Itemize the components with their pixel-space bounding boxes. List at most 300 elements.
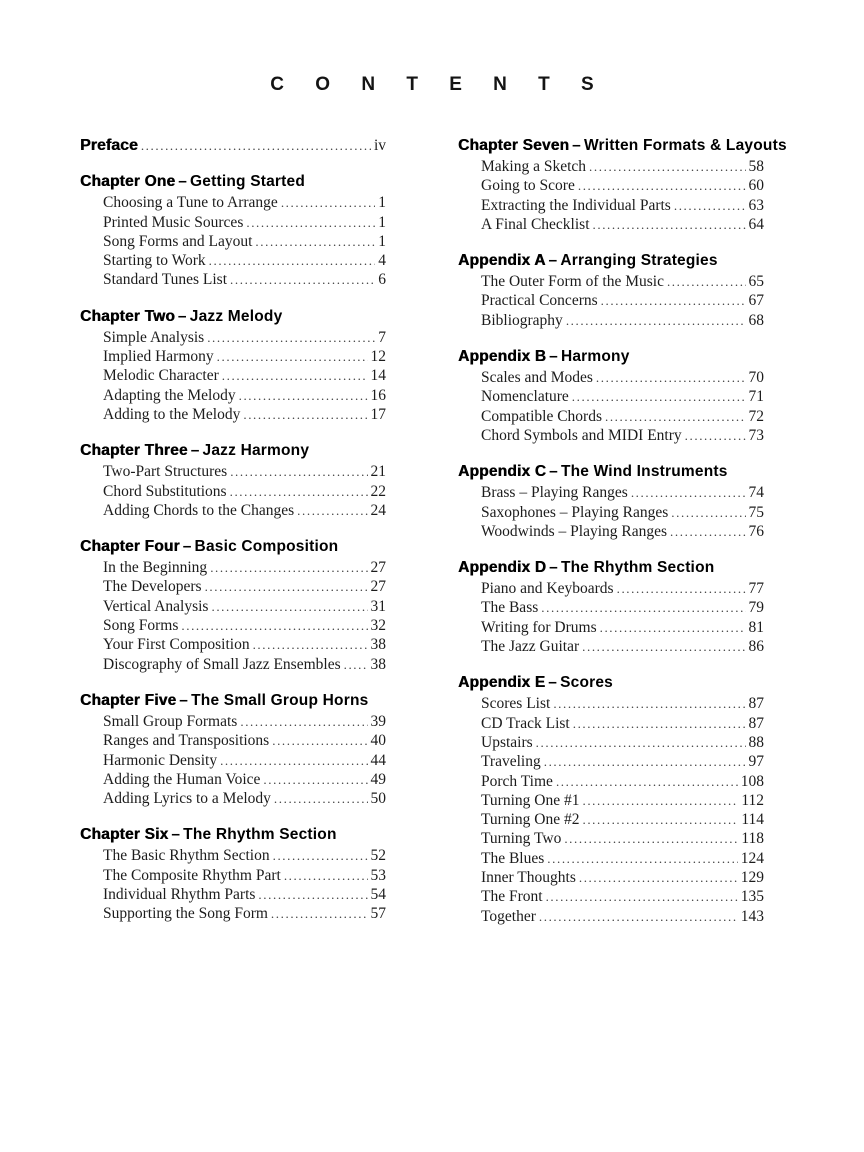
entry-label: Adding the Human Voice	[103, 770, 261, 788]
toc-entry	[80, 558, 386, 577]
toc-section	[80, 691, 386, 808]
toc-section	[80, 825, 386, 923]
entry-page-number: 38	[370, 636, 386, 654]
dot-leader	[593, 215, 746, 234]
entry-page-number: 21	[370, 463, 386, 481]
toc-entry	[80, 347, 386, 366]
entry-page-number: 39	[370, 712, 386, 730]
toc-entry	[458, 637, 764, 656]
toc-entry	[458, 291, 764, 310]
dot-leader	[667, 272, 746, 291]
section-heading-name: Appendix B	[458, 348, 547, 366]
section-heading-subtitle: Jazz Melody	[189, 307, 283, 325]
entry-page-number: 112	[741, 791, 764, 809]
entry-label: Going to Score	[481, 177, 575, 195]
entry-page-number: 71	[748, 388, 764, 406]
section-heading-separator: –	[549, 463, 558, 481]
toc-entry	[458, 810, 764, 829]
toc-entry	[80, 597, 386, 616]
toc-entry	[80, 904, 386, 923]
toc-entry	[80, 501, 386, 520]
toc-section	[80, 172, 386, 289]
toc-entry	[80, 751, 386, 770]
entry-page-number: 1	[378, 232, 386, 250]
entry-page-number: iv	[373, 137, 386, 154]
entry-label: Your First Composition	[103, 636, 250, 654]
entry-page-number: 77	[748, 580, 764, 598]
section-heading-separator: –	[548, 674, 558, 692]
section-heading-subtitle: Jazz Harmony	[202, 442, 310, 460]
entry-page-number: 86	[748, 638, 764, 656]
entry-label: Small Group Formats	[103, 712, 238, 730]
entry-label: Harmonic Density	[103, 751, 218, 769]
dot-leader	[671, 503, 745, 522]
entry-page-number: 24	[370, 501, 386, 519]
toc-section	[80, 537, 386, 674]
entry-page-number: 67	[748, 292, 764, 310]
dot-leader	[273, 846, 368, 865]
entry-label: Compatible Chords	[481, 407, 602, 425]
entry-label: Scales and Modes	[481, 369, 593, 387]
toc-entry	[80, 866, 386, 885]
toc-entry	[458, 598, 764, 617]
toc-section	[458, 558, 764, 656]
dot-leader	[566, 311, 746, 330]
entry-label: Vertical Analysis	[103, 597, 209, 615]
toc-entry	[458, 407, 764, 426]
toc-columns	[80, 136, 864, 926]
toc-section	[80, 441, 386, 520]
preface-section	[80, 136, 386, 155]
entry-page-number: 108	[740, 772, 764, 790]
entry-page-number: 76	[748, 522, 764, 540]
entry-page-number: 54	[370, 886, 386, 904]
toc-section	[458, 462, 764, 541]
entry-page-number: 97	[748, 753, 764, 771]
entry-page-number: 4	[378, 252, 386, 270]
section-heading-subtitle: Getting Started	[190, 173, 305, 191]
entry-label: Melodic Character	[103, 367, 219, 385]
entry-label: The Front	[481, 888, 543, 906]
entry-page-number: 63	[748, 196, 764, 214]
entry-page-number: 40	[370, 732, 386, 750]
section-heading-name: Chapter Six	[80, 826, 169, 844]
entry-label: Adding Lyrics to a Melody	[103, 790, 271, 808]
entry-page-number: 88	[748, 733, 764, 751]
toc-entry	[458, 272, 764, 291]
entry-page-number: 16	[370, 386, 386, 404]
entry-label: The Blues	[481, 849, 545, 867]
toc-entry	[80, 635, 386, 654]
dot-leader	[589, 157, 745, 176]
toc-entry	[458, 791, 764, 810]
entry-label: Adapting the Melody	[103, 386, 236, 404]
entry-page-number: 6	[378, 271, 386, 289]
section-heading-separator: –	[177, 307, 187, 325]
section-heading-name: Chapter Four	[80, 538, 180, 556]
dot-leader	[601, 291, 746, 310]
dot-leader	[209, 251, 376, 270]
entry-label: Traveling	[481, 753, 541, 771]
entry-page-number: 50	[370, 790, 386, 808]
toc-column-right	[458, 136, 787, 926]
dot-leader	[255, 232, 375, 251]
section-heading	[80, 537, 386, 557]
toc-entry	[458, 714, 764, 733]
dot-leader	[243, 405, 367, 424]
dot-leader	[222, 366, 368, 385]
entry-page-number: 7	[378, 328, 386, 346]
entry-label: Writing for Drums	[481, 618, 597, 636]
dot-leader	[674, 196, 746, 215]
entry-label: A Final Checklist	[481, 215, 590, 233]
entry-page-number: 118	[741, 830, 764, 848]
section-heading-separator: –	[179, 691, 189, 709]
dot-leader	[564, 829, 738, 848]
toc-section	[458, 673, 764, 926]
dot-leader	[582, 791, 738, 810]
section-heading-name: Chapter Three	[80, 442, 188, 460]
entry-label: Supporting the Song Form	[103, 905, 268, 923]
dot-leader	[600, 618, 746, 637]
dot-leader	[344, 655, 368, 674]
entry-label: Standard Tunes List	[103, 271, 228, 289]
entry-page-number: 73	[748, 426, 764, 444]
section-heading-subtitle: Arranging Strategies	[560, 252, 718, 270]
entry-page-number: 81	[748, 618, 764, 636]
entry-label: The Developers	[103, 578, 202, 596]
section-heading-name: Chapter Seven	[458, 137, 570, 154]
entry-page-number: 64	[748, 215, 764, 233]
entry-page-number: 75	[748, 503, 764, 521]
dot-leader	[578, 176, 746, 195]
entry-label: Song Forms and Layout	[103, 232, 253, 250]
entry-page-number: 65	[748, 273, 764, 291]
entry-label: CD Track List	[481, 714, 570, 732]
toc-entry	[80, 712, 386, 731]
entry-label: Upstairs	[481, 733, 533, 751]
toc-entry	[80, 213, 386, 232]
toc-entry	[80, 270, 386, 289]
dot-leader	[240, 712, 367, 731]
section-heading	[458, 251, 764, 271]
section-heading-name: Appendix A	[458, 252, 546, 270]
toc-entry	[458, 887, 764, 906]
entry-page-number: 58	[748, 158, 764, 175]
entry-page-number: 87	[748, 714, 764, 732]
section-heading-name: Appendix D	[458, 559, 547, 577]
entry-label: Brass – Playing Ranges	[481, 484, 628, 502]
entry-label: Piano and Keyboards	[481, 580, 614, 598]
toc-entry	[458, 176, 764, 195]
toc-entry	[458, 868, 764, 887]
dot-leader	[284, 866, 368, 885]
dot-leader	[239, 386, 368, 405]
entry-page-number: 27	[370, 578, 386, 596]
entry-label: The Bass	[481, 599, 539, 617]
dot-leader	[544, 752, 746, 771]
entry-label: Scores List	[481, 695, 551, 713]
toc-entry	[80, 232, 386, 251]
toc-entry	[80, 386, 386, 405]
toc-entry	[80, 885, 386, 904]
dot-leader	[181, 616, 367, 635]
entry-page-number: 12	[370, 348, 386, 366]
entry-label: Extracting the Individual Parts	[481, 196, 671, 214]
dot-leader	[211, 597, 367, 616]
dot-leader	[582, 810, 738, 829]
dot-leader	[220, 751, 367, 770]
section-heading-separator: –	[171, 826, 181, 844]
section-heading-subtitle: Written Formats & Layouts	[583, 137, 787, 154]
dot-leader	[553, 694, 745, 713]
dot-leader	[541, 598, 745, 617]
entry-label: Implied Harmony	[103, 348, 214, 366]
dot-leader	[217, 347, 368, 366]
entry-label: Printed Music Sources	[103, 213, 244, 231]
entry-label: Adding to the Melody	[103, 405, 241, 423]
entry-page-number: 135	[740, 888, 764, 906]
dot-leader	[210, 558, 367, 577]
dot-leader	[207, 328, 375, 347]
section-heading-name: Appendix C	[458, 463, 547, 481]
dot-leader	[556, 772, 738, 791]
dot-leader	[263, 770, 367, 789]
entry-page-number: 72	[748, 407, 764, 425]
entry-label: Turning One #1	[481, 791, 580, 809]
entry-label: Nomenclature	[481, 388, 569, 406]
section-heading	[458, 558, 764, 578]
entry-page-number: 49	[370, 770, 386, 788]
entry-page-number: 1	[378, 213, 386, 231]
section-heading	[80, 172, 386, 192]
toc-entry	[80, 405, 386, 424]
entry-label: Bibliography	[481, 311, 563, 329]
dot-leader	[546, 887, 738, 906]
dot-leader	[258, 885, 367, 904]
entry-page-number: 87	[748, 695, 764, 713]
entry-label: The Basic Rhythm Section	[103, 847, 270, 865]
entry-label: Together	[481, 907, 536, 925]
toc-entry	[458, 522, 764, 541]
dot-leader	[579, 868, 738, 887]
entry-page-number: 17	[370, 405, 386, 423]
section-heading-subtitle: Basic Composition	[194, 538, 339, 556]
entry-label: Discography of Small Jazz Ensembles	[103, 655, 341, 673]
section-heading-separator: –	[572, 137, 581, 154]
entry-page-number: 124	[740, 849, 764, 867]
section-heading	[458, 462, 764, 482]
dot-leader	[582, 637, 745, 656]
dot-leader	[670, 522, 745, 541]
entry-page-number: 22	[370, 482, 386, 500]
entry-label: Chord Symbols and MIDI Entry	[481, 426, 682, 444]
section-heading-name: Chapter Five	[80, 691, 177, 709]
toc-entry	[458, 311, 764, 330]
toc-entry	[458, 483, 764, 502]
section-heading-subtitle: Scores	[560, 674, 613, 692]
section-heading	[458, 347, 764, 367]
section-heading-separator: –	[548, 252, 558, 270]
section-heading-separator: –	[190, 442, 200, 460]
toc-entry	[458, 157, 764, 176]
toc-entry	[458, 426, 764, 445]
section-heading-name: Chapter One	[80, 173, 176, 191]
section-heading	[458, 673, 764, 693]
toc-entry	[80, 462, 386, 481]
dot-leader	[281, 193, 375, 212]
dot-leader	[536, 733, 746, 752]
dot-leader	[572, 387, 746, 406]
entry-label: The Outer Form of the Music	[481, 273, 664, 291]
section-heading-subtitle: The Rhythm Section	[183, 826, 337, 844]
entry-page-number: 38	[370, 655, 386, 673]
entry-page-number: 60	[748, 177, 764, 195]
dot-leader	[230, 270, 375, 289]
section-heading-subtitle: The Rhythm Section	[560, 559, 715, 577]
section-heading	[80, 691, 386, 711]
entry-label: Preface	[80, 137, 138, 154]
dot-leader	[596, 368, 746, 387]
entry-page-number: 31	[370, 597, 386, 615]
dot-leader	[274, 789, 368, 808]
entry-page-number: 52	[370, 847, 386, 865]
entry-page-number: 1	[378, 194, 386, 212]
entry-label: Song Forms	[103, 617, 179, 635]
toc-entry	[80, 328, 386, 347]
dot-leader	[230, 482, 368, 501]
entry-label: Making a Sketch	[481, 158, 587, 175]
toc-entry	[458, 387, 764, 406]
entry-label: The Composite Rhythm Part	[103, 866, 281, 884]
toc-entry	[80, 482, 386, 501]
toc-entry	[458, 196, 764, 215]
preface-entry	[80, 136, 386, 155]
dot-leader	[297, 501, 367, 520]
toc-section	[80, 307, 386, 424]
toc-section	[458, 251, 764, 330]
entry-label: Porch Time	[481, 772, 553, 790]
section-heading-separator: –	[549, 348, 558, 366]
dot-leader	[205, 577, 368, 596]
section-heading-name: Chapter Two	[80, 307, 175, 325]
toc-entry	[458, 215, 764, 234]
dot-leader	[547, 849, 737, 868]
section-heading	[80, 441, 386, 461]
dot-leader	[230, 462, 367, 481]
entry-label: Two-Part Structures	[103, 463, 228, 481]
toc-entry	[80, 366, 386, 385]
section-heading	[80, 307, 386, 327]
entry-label: Adding Chords to the Changes	[103, 501, 295, 519]
toc-section	[458, 136, 787, 234]
entry-page-number: 57	[370, 905, 386, 923]
toc-column-left	[80, 136, 386, 926]
entry-label: Woodwinds – Playing Ranges	[481, 522, 668, 540]
toc-entry	[458, 733, 764, 752]
toc-entry	[80, 846, 386, 865]
toc-entry	[458, 772, 764, 791]
section-heading-name: Appendix E	[458, 674, 546, 692]
page-title: C O N T E N T S	[270, 74, 607, 95]
entry-label: Practical Concerns	[481, 292, 598, 310]
toc-entry	[458, 618, 764, 637]
section-heading-separator: –	[549, 559, 558, 577]
entry-page-number: 143	[740, 907, 764, 925]
toc-entry	[458, 368, 764, 387]
dot-leader	[573, 714, 746, 733]
entry-page-number: 53	[370, 866, 386, 884]
entry-page-number: 79	[748, 599, 764, 617]
entry-page-number: 32	[370, 617, 386, 635]
entry-page-number: 44	[370, 751, 386, 769]
toc-section	[458, 347, 764, 445]
toc-entry	[80, 770, 386, 789]
dot-leader	[246, 213, 375, 232]
entry-label: Simple Analysis	[103, 328, 205, 346]
toc-entry	[458, 579, 764, 598]
section-heading-subtitle: The Wind Instruments	[560, 463, 728, 481]
dot-leader	[605, 407, 746, 426]
entry-label: Starting to Work	[103, 252, 206, 270]
entry-label: Ranges and Transpositions	[103, 732, 270, 750]
entry-page-number: 129	[740, 869, 764, 887]
entry-page-number: 14	[370, 367, 386, 385]
entry-page-number: 27	[370, 559, 386, 577]
entry-label: Choosing a Tune to Arrange	[103, 194, 278, 212]
toc-entry	[80, 193, 386, 212]
toc-entry	[80, 251, 386, 270]
entry-page-number: 70	[748, 369, 764, 387]
section-heading-separator: –	[182, 538, 192, 556]
toc-entry	[458, 503, 764, 522]
section-heading-subtitle: Harmony	[560, 348, 630, 366]
entry-label: Turning One #2	[481, 811, 580, 829]
entry-label: Saxophones – Playing Ranges	[481, 503, 669, 521]
entry-label: Individual Rhythm Parts	[103, 886, 256, 904]
section-heading-subtitle: The Small Group Horns	[191, 691, 369, 709]
entry-label: The Jazz Guitar	[481, 638, 580, 656]
dot-leader	[253, 635, 368, 654]
entry-label: Inner Thoughts	[481, 869, 576, 887]
toc-entry	[80, 577, 386, 596]
dot-leader	[271, 904, 368, 923]
toc-entry	[458, 907, 764, 926]
section-heading	[458, 136, 787, 156]
toc-entry	[80, 789, 386, 808]
dot-leader	[539, 907, 738, 926]
entry-page-number: 74	[748, 484, 764, 502]
dot-leader	[272, 731, 367, 750]
dot-leader	[685, 426, 746, 445]
dot-leader	[617, 579, 746, 598]
toc-entry	[458, 829, 764, 848]
entry-label: In the Beginning	[103, 559, 208, 577]
dot-leader	[141, 136, 371, 155]
toc-entry	[458, 849, 764, 868]
toc-entry	[458, 694, 764, 713]
section-heading	[80, 825, 386, 845]
entry-label: Chord Substitutions	[103, 482, 227, 500]
entry-page-number: 114	[741, 811, 764, 829]
toc-entry	[80, 616, 386, 635]
toc-entry	[80, 655, 386, 674]
toc-entry	[458, 752, 764, 771]
entry-label: Turning Two	[481, 830, 562, 848]
entry-page-number: 68	[748, 311, 764, 329]
toc-entry	[80, 731, 386, 750]
dot-leader	[631, 483, 746, 502]
